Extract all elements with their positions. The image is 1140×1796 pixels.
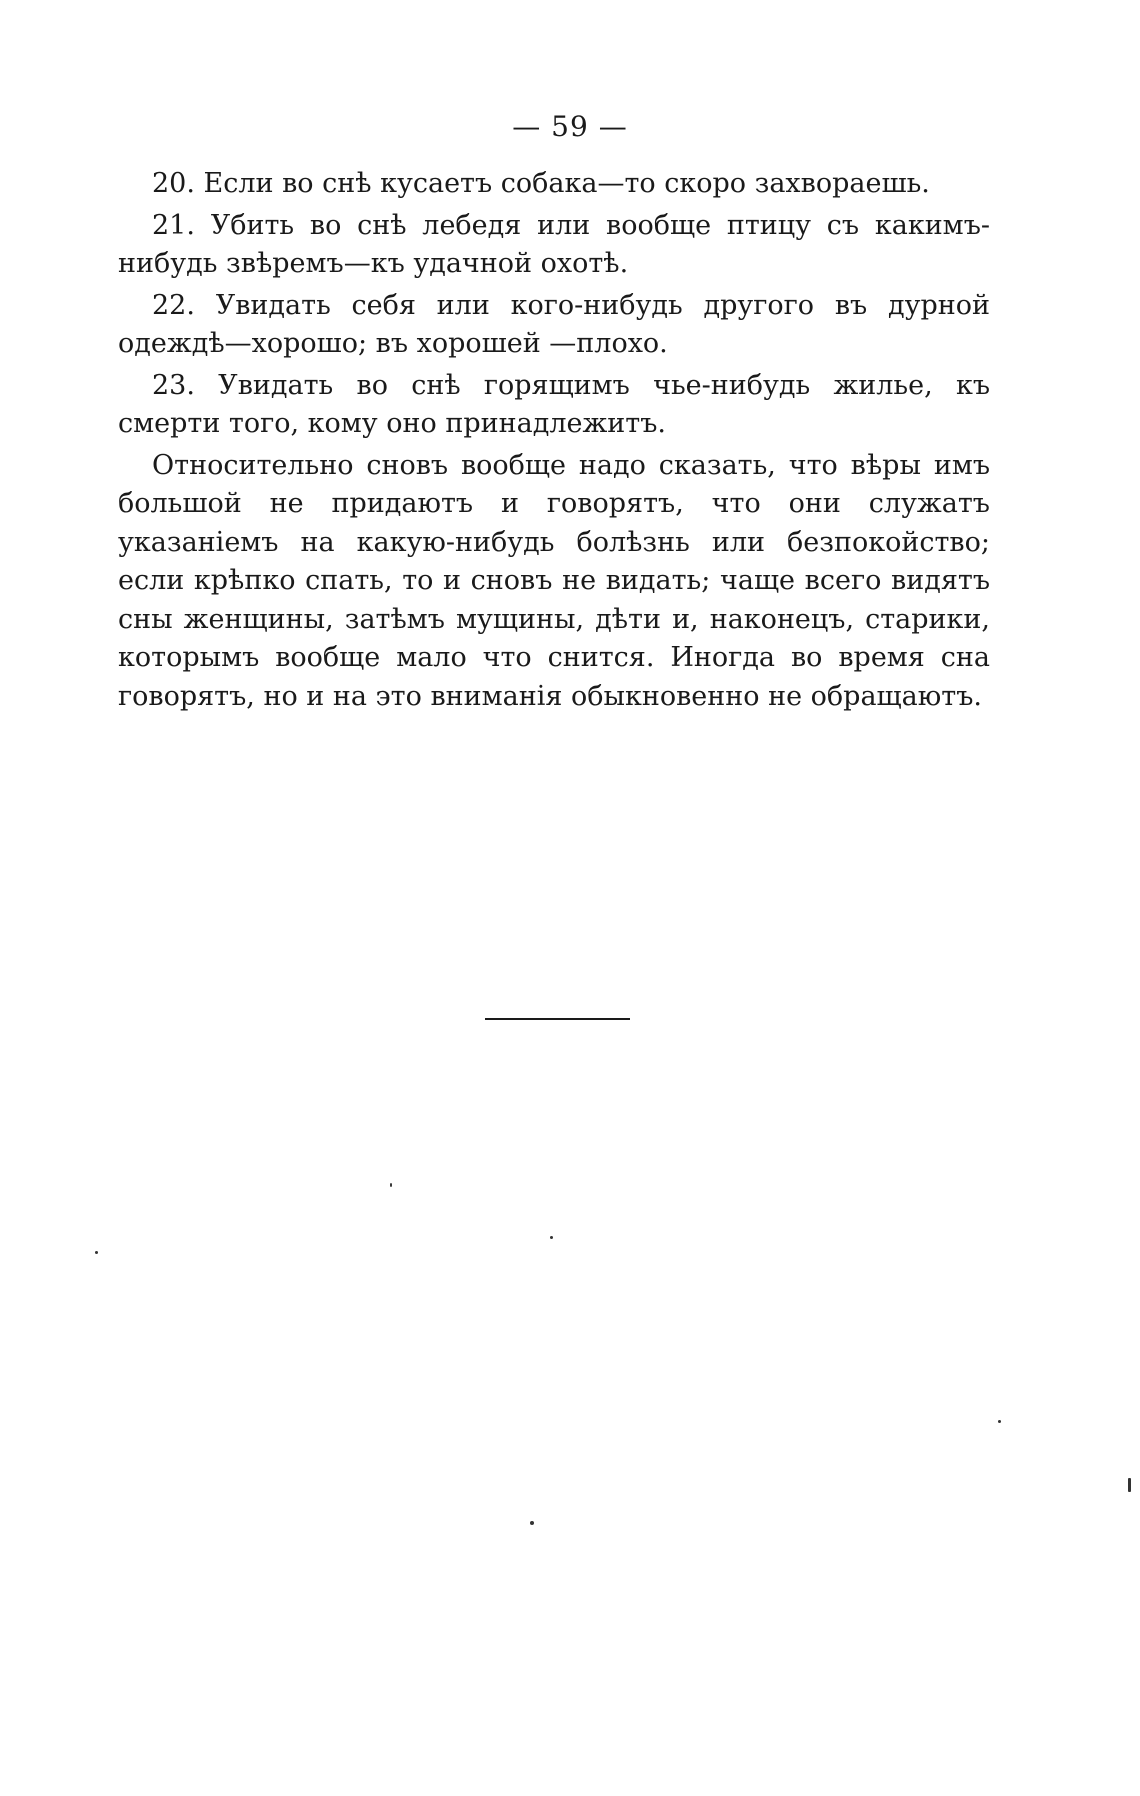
- scan-speck: [1128, 1478, 1131, 1492]
- list-item-23: 23. Увидать во снѣ горящимъ чье-нибудь жилье, къ смерти того, кому оно принадлежитъ.: [118, 369, 990, 439]
- scan-speck: [998, 1420, 1001, 1423]
- list-item-20: 20. Если во снѣ кусаетъ собака—то скоро захвораешь.: [152, 168, 930, 199]
- scan-speck: [95, 1251, 98, 1254]
- list-item-21: 21. Убить во снѣ лебедя или вообще птицу съ какимъ-нибудь звѣремъ—къ удачной охотѣ.: [118, 209, 990, 279]
- list-item-22: 22. Увидать себя или кого-нибудь другого въ дурной одеждѣ—хорошо; въ хорошей —плохо.: [118, 289, 990, 359]
- page-number: — 59 —: [512, 110, 628, 143]
- section-divider: [485, 1018, 630, 1020]
- scan-speck: [550, 1236, 553, 1239]
- closing-paragraph: Относительно сновъ вообще надо сказать, что вѣры имъ большой не придаютъ и говорятъ, что они служатъ указаніемъ на какую-нибудь болѣзнь или безпокойство; если крѣпко спать, то и сновъ не видать; чаще всего видятъ сны женщины, затѣмъ мущины, дѣти и, наконецъ, старики, которымъ вообще мало что снится. Иногда во время сна говорятъ, но и на это вниманія обыкновенно не обращаютъ.: [118, 449, 990, 712]
- scan-speck: [390, 1183, 392, 1187]
- scan-speck: [530, 1521, 534, 1525]
- body-text: [118, 165, 990, 716]
